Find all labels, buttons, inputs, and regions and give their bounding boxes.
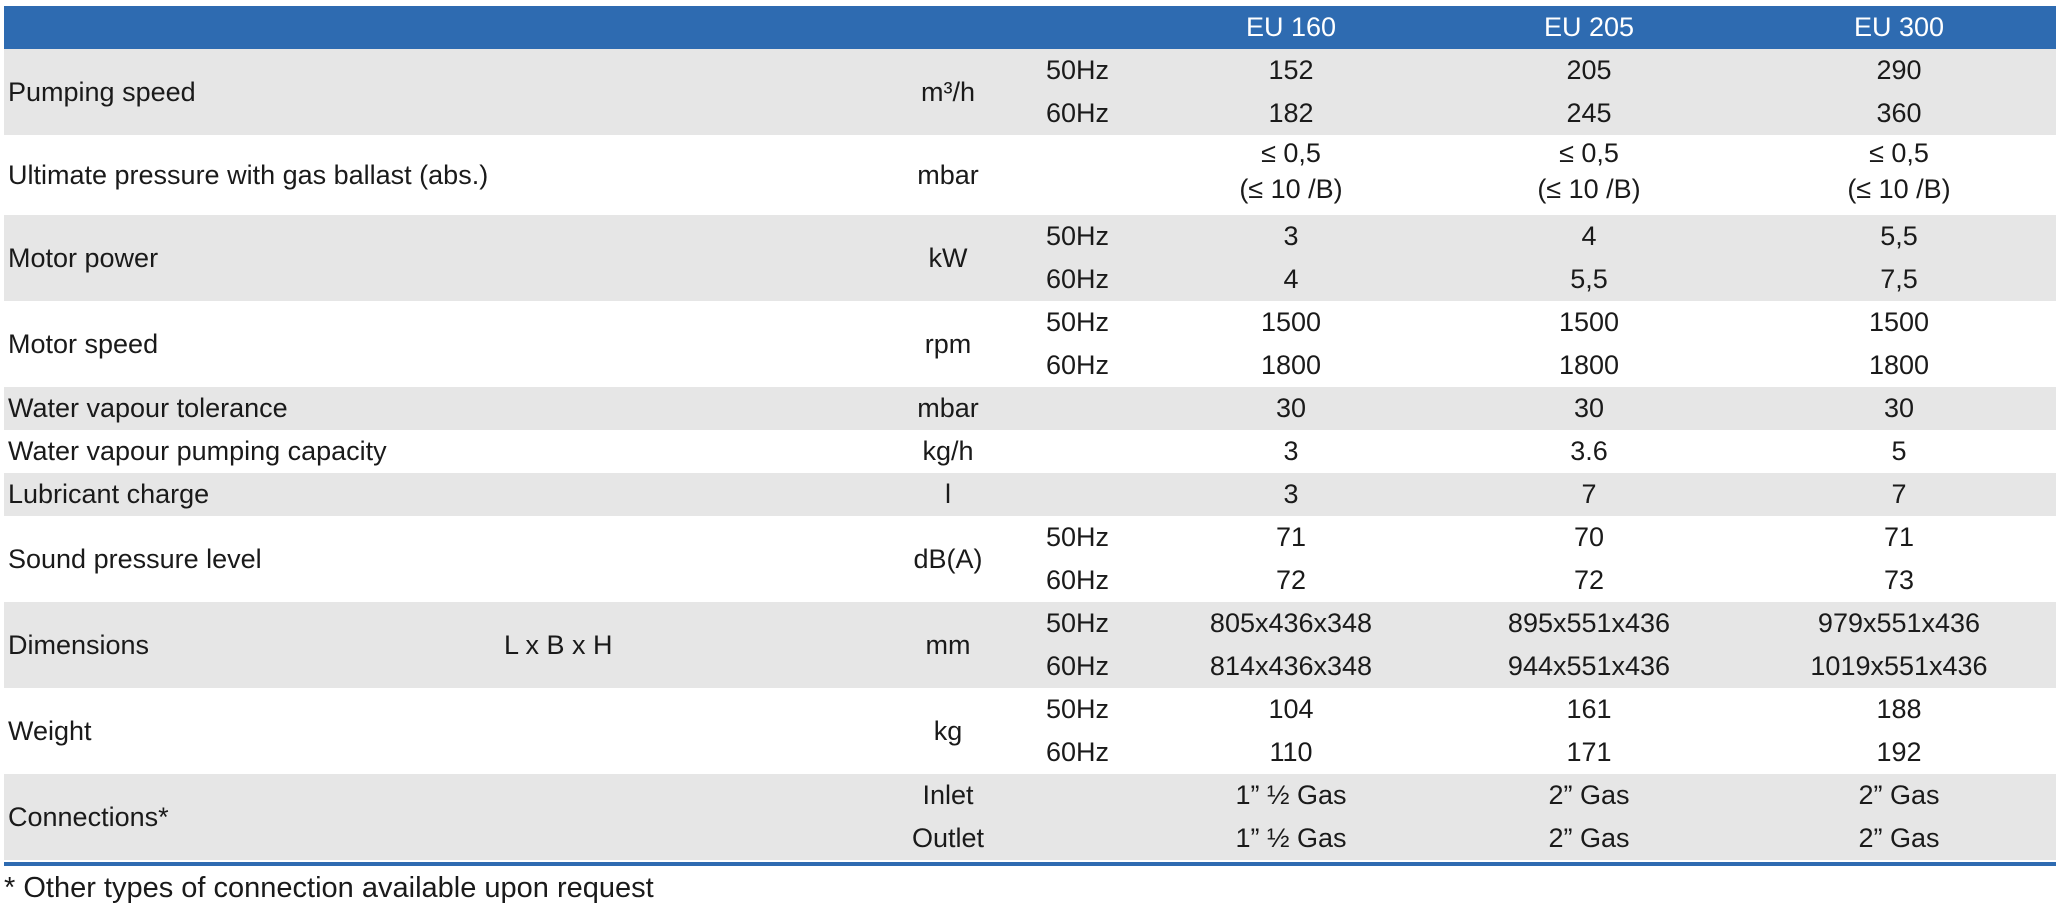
value-cell: 1500 [1558,307,1620,337]
freq-label: 50Hz [1046,694,1110,724]
footnote: * Other types of connection available upon request [4,872,654,904]
value-cell: 245 [1566,98,1612,128]
value-cell: 188 [1876,694,1922,724]
row-unit: rpm [924,328,972,359]
row-label: Dimensions [8,629,150,660]
value-cell: 161 [1566,694,1612,724]
freq-label: 50Hz [1046,55,1110,85]
value-cell: 71 [1275,522,1307,552]
row-unit: mm [925,629,971,660]
model-header-eu300: EU 300 [1853,12,1945,42]
value-cell: 73 [1883,565,1915,595]
row-motor-power [4,215,2056,301]
value-cell: 7 [1581,479,1597,509]
row-unit: kW [928,242,968,273]
value-cell: 3 [1283,221,1299,251]
freq-label: 60Hz [1046,264,1110,294]
value-cell: 205 [1566,55,1612,85]
model-header-eu205: EU 205 [1543,12,1635,42]
row-label: Motor power [8,242,159,273]
value-cell: 1” ½ Gas [1235,780,1347,810]
connection-type: Outlet [911,823,985,853]
value-cell: 4 [1283,264,1299,294]
value-cell: 2” Gas [1858,780,1940,810]
value-cell: 30 [1573,393,1605,423]
value-cell: 2” Gas [1548,780,1630,810]
freq-label: 50Hz [1046,608,1110,638]
value-cell: ≤ 0,5 [1261,138,1321,168]
row-motor-speed [4,301,2056,387]
row-label: Water vapour pumping capacity [8,436,387,466]
freq-label: 60Hz [1046,98,1110,128]
row-unit: mbar [917,393,979,423]
row-water-vapour-tolerance [4,387,2056,430]
value-cell: 5,5 [1570,264,1608,294]
model-header-eu160: EU 160 [1245,12,1337,42]
value-cell: ≤ 0,5 [1869,138,1929,168]
row-label: Water vapour tolerance [8,393,288,423]
value-cell: 944x551x436 [1507,651,1671,681]
value-cell: 1500 [1868,307,1930,337]
value-cell: 1500 [1260,307,1322,337]
value-cell: 30 [1275,393,1307,423]
value-cell: 290 [1876,55,1922,85]
freq-label: 50Hz [1046,221,1110,251]
row-unit: dB(A) [913,543,983,574]
row-connections [4,774,2056,860]
value-cell: 104 [1268,694,1314,724]
value-cell: 3.6 [1570,436,1608,466]
value-cell: 3 [1283,436,1299,466]
value-cell: 171 [1566,737,1612,767]
value-cell: 3 [1283,479,1299,509]
row-unit: kg [933,715,963,746]
row-label: Connections* [8,801,169,832]
value-cell: 1019x551x436 [1810,651,1988,681]
value-cell: 805x436x348 [1209,608,1373,638]
value-cell: 72 [1275,565,1307,595]
row-label: Pumping speed [8,76,196,107]
row-unit: m³/h [921,76,975,107]
row-lubricant-charge [4,473,2056,516]
value-cell: 110 [1269,737,1313,767]
row-dimensions [4,602,2056,688]
row-water-vapour-capacity [4,430,2056,473]
table-header [4,6,2056,49]
row-label: Ultimate pressure with gas ballast (abs.) [8,159,489,190]
row-sublabel: L x B x H [504,629,613,660]
freq-label: 60Hz [1046,651,1110,681]
connection-type: Inlet [922,780,974,810]
value-cell: 71 [1883,522,1915,552]
value-cell: 70 [1573,522,1605,552]
value-cell: 2” Gas [1858,823,1940,853]
row-label: Weight [8,715,92,746]
value-cell: (≤ 10 /B) [1847,174,1951,204]
freq-label: 60Hz [1046,737,1110,767]
value-cell: 895x551x436 [1507,608,1671,638]
row-ultimate-pressure [4,135,2056,215]
value-cell: 30 [1883,393,1915,423]
freq-label: 60Hz [1046,350,1110,380]
spec-table [4,6,2056,860]
freq-label: 50Hz [1046,522,1110,552]
row-label: Motor speed [8,328,159,359]
value-cell: 192 [1876,737,1922,767]
value-cell: 72 [1573,565,1605,595]
row-weight [4,688,2056,774]
value-cell: 2” Gas [1548,823,1630,853]
value-cell: 5 [1891,436,1907,466]
freq-label: 60Hz [1046,565,1110,595]
row-label: Sound pressure level [8,543,262,574]
value-cell: 1800 [1868,350,1930,380]
value-cell: ≤ 0,5 [1559,138,1619,168]
value-cell: 182 [1268,98,1314,128]
value-cell: 1800 [1260,350,1322,380]
row-unit: l [945,479,951,509]
value-cell: 814x436x348 [1209,651,1373,681]
freq-label: 50Hz [1046,307,1110,337]
row-sound-pressure [4,516,2056,602]
value-cell: 979x551x436 [1817,608,1981,638]
value-cell: 5,5 [1880,221,1918,251]
table-bottom-rule [4,862,2056,866]
value-cell: (≤ 10 /B) [1537,174,1641,204]
value-cell: 4 [1581,221,1597,251]
row-unit: kg/h [922,436,974,466]
value-cell: (≤ 10 /B) [1239,174,1343,204]
row-label: Lubricant charge [8,479,210,509]
row-pumping-speed [4,49,2056,135]
value-cell: 1800 [1558,350,1620,380]
value-cell: 7,5 [1880,264,1918,294]
value-cell: 152 [1268,55,1314,85]
value-cell: 7 [1891,479,1907,509]
value-cell: 1” ½ Gas [1235,823,1347,853]
row-unit: mbar [917,159,979,190]
value-cell: 360 [1876,98,1922,128]
